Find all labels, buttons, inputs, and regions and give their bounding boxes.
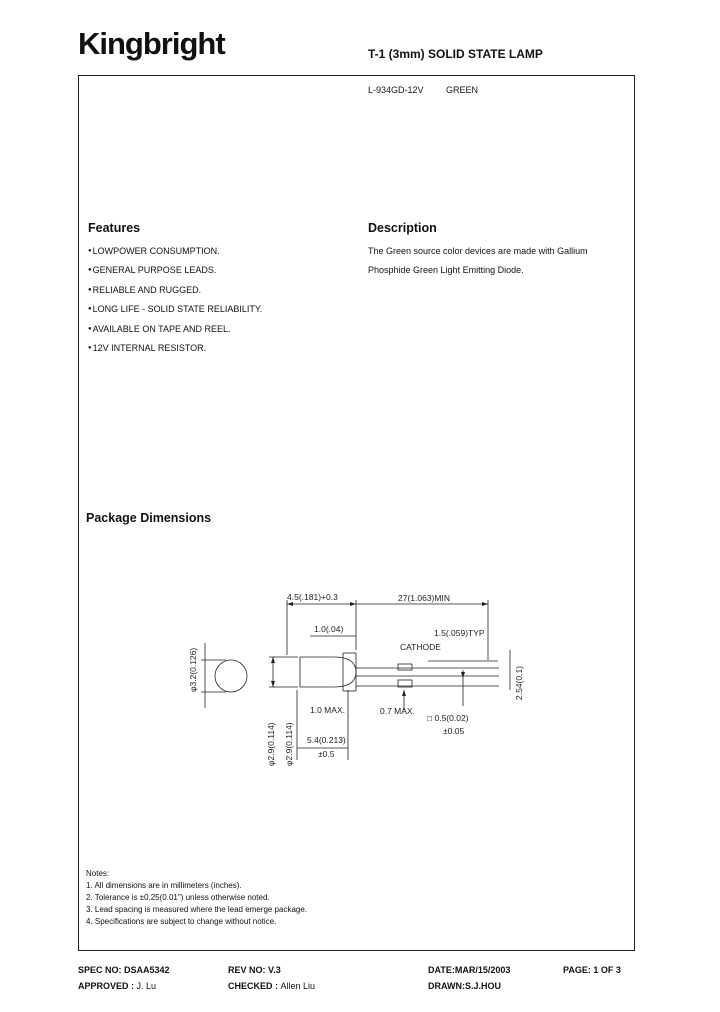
checked-value: Allen Liu (280, 981, 316, 991)
footer-date (428, 965, 510, 975)
dim-base: 5.4(0.213) (307, 735, 346, 745)
dim-lens-max: 1.0 MAX. (310, 705, 345, 715)
drawn-label: DRAWN: (428, 981, 465, 991)
dim-body-length: 4.5(.181)+0.3 (287, 592, 338, 602)
rev-label: REV NO: (228, 965, 266, 975)
dim-lead-tolerance: ±0.05 (443, 726, 465, 736)
brand-logo: Kingbright (78, 26, 225, 61)
note-item: 3. Lead spacing is measured where the lead emerge package. (86, 904, 308, 914)
checked-label: CHECKED : (228, 981, 279, 991)
feature-item: ● AVAILABLE ON TAPE AND REEL. (88, 320, 262, 339)
footer-rev (228, 965, 281, 975)
dim-gap-max: 0.7 MAX. (380, 706, 415, 716)
features-heading: Features (88, 221, 141, 235)
led-body-outline (300, 657, 356, 687)
dim-lead-spacing: 1.5(.059)TYP (434, 628, 485, 638)
feature-item: ● RELIABLE AND RUGGED. (88, 281, 262, 300)
part-number: L-934GD-12V (368, 85, 424, 95)
footer-checked (228, 981, 315, 991)
footer-approved (78, 981, 156, 991)
footer-page (563, 965, 621, 975)
footer-drawn (428, 981, 501, 991)
dim-pitch: 2.54(0.1) (514, 665, 524, 700)
description-heading: Description (368, 221, 437, 235)
note-item: 4. Specifications are subject to change without notice. (86, 916, 277, 926)
notes-block (86, 868, 307, 928)
footer-spec (78, 965, 170, 975)
dim-diameter: φ3.2(0.126) (188, 647, 198, 692)
approved-label: APPROVED : (78, 981, 135, 991)
feature-item: ● 12V INTERNAL RESISTOR. (88, 339, 262, 358)
page-label: PAGE: (563, 965, 591, 975)
drawn-value: S.J.HOU (465, 981, 502, 991)
description-line: Phosphide Green Light Emitting Diode. (368, 265, 524, 276)
spec-value: DSAA5342 (124, 965, 170, 975)
approved-value: J. Lu (136, 981, 157, 991)
rev-value: V.3 (268, 965, 281, 975)
note-item: 1. All dimensions are in millimeters (inches). (86, 880, 242, 890)
feature-item: ● GENERAL PURPOSE LEADS. (88, 261, 262, 280)
part-color: GREEN (446, 85, 479, 95)
package-heading: Package Dimensions (86, 511, 212, 525)
date-label: DATE: (428, 965, 455, 975)
page-value: 1 OF 3 (593, 965, 621, 975)
description-line: The Green source color devices are made with Gallium (368, 246, 588, 256)
top-view-circle (215, 660, 247, 692)
dim-lead-length: 27(1.063)MIN (398, 593, 450, 603)
dim-lead-square: □ 0.5(0.02) (427, 713, 469, 723)
cathode-label: CATHODE (400, 642, 441, 652)
notes-title: Notes: (86, 869, 110, 878)
date-value: MAR/15/2003 (454, 965, 511, 975)
dim-base-tolerance: ±0.5 (318, 749, 335, 759)
feature-item: ● LONG LIFE - SOLID STATE RELIABILITY. (88, 300, 262, 319)
spec-label: SPEC NO: (78, 965, 122, 975)
dim-flange: 1.0(.04) (314, 624, 344, 634)
note-item: 2. Tolerance is ±0.25(0.01") unless otherwise noted. (86, 892, 270, 902)
document-title: T-1 (3mm) SOLID STATE LAMP (368, 47, 543, 61)
feature-item: ● LOWPOWER CONSUMPTION. (88, 242, 262, 261)
dim-d2: φ2.9(0.114) (284, 722, 294, 766)
dim-d1: φ2.9(0.114) (266, 722, 276, 766)
